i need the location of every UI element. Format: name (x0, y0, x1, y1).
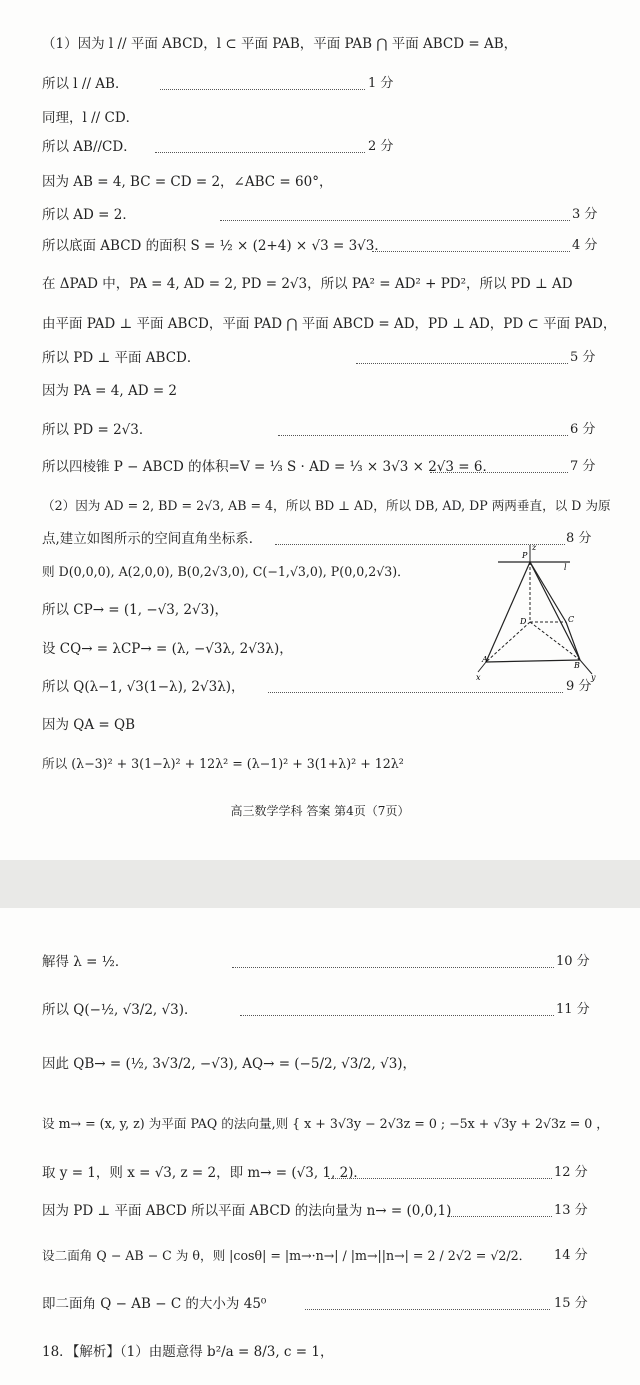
score-label: 12 分 (554, 1165, 588, 1180)
dot-leader (305, 1308, 550, 1310)
dot-leader (220, 219, 570, 221)
text-line: 所以 Q(λ−1, √3(1−λ), 2√3λ)， (42, 679, 245, 695)
text-line: 因为 AB = 4, BC = CD = 2，∠ABC = 60°， (42, 174, 333, 190)
text-line: 设二面角 Q − AB − C 为 θ，则 |cosθ| = |m→·n→| / |m→||n→| = 2 / 2√2 = √2/2． (42, 1248, 532, 1263)
text-line: 同理，l // CD． (42, 110, 140, 126)
dot-leader (160, 88, 365, 90)
score-label: 9 分 (566, 679, 592, 694)
score-label: 6 分 (570, 422, 596, 437)
dot-leader (155, 151, 365, 153)
label-a: A (482, 655, 488, 664)
score-label: 11 分 (556, 1002, 590, 1017)
score-label: 5 分 (570, 350, 596, 365)
dot-leader (240, 1014, 554, 1016)
score-label: 2 分 (368, 139, 394, 154)
dot-leader (372, 250, 570, 252)
label-p: P (522, 551, 528, 560)
dot-leader (232, 966, 554, 968)
label-c: C (568, 615, 575, 624)
text-line: 所以四棱锥 P − ABCD 的体积=V = ⅓ S · AD = ⅓ × 3√3 × 2√3 = 6． (42, 459, 496, 475)
y-axis (580, 660, 592, 674)
score-label: 3 分 (572, 207, 598, 222)
edge-ab (486, 660, 580, 662)
text-line: 因为 PA = 4, AD = 2 (42, 383, 178, 399)
text-line: 18．【解析】（1）由题意得 b²/a = 8/3, c = 1， (42, 1344, 334, 1360)
edge-pc (530, 562, 566, 622)
text-line: 点,建立如图所示的空间直角坐标系． (42, 531, 263, 547)
text-line: 因此 QB→ = (½, 3√3/2, −√3), AQ→ = (−5/2, √3/2, √3)， (42, 1056, 417, 1072)
label-l: l (564, 563, 567, 572)
score-label: 14 分 (554, 1248, 588, 1263)
score-label: 1 分 (368, 76, 394, 91)
label-b: B (574, 661, 580, 670)
edge-da (486, 622, 530, 662)
text-line: 则 D(0,0,0), A(2,0,0), B(0,2√3,0), C(−1,√3,0), P(0,0,2√3)． (42, 564, 410, 579)
text-line: 解得 λ = ½． (42, 954, 129, 970)
dot-leader (448, 1215, 552, 1217)
label-y: y (591, 673, 596, 682)
dot-leader (356, 362, 568, 364)
score-label: 15 分 (554, 1296, 588, 1311)
label-d: D (520, 617, 527, 626)
label-x: x (476, 673, 481, 682)
text-line: 在 ΔPAD 中，PA = 4, AD = 2, PD = 2√3，所以 PA² = AD² + PD²，所以 PD ⊥ AD (42, 276, 573, 292)
text-line: 所以 AD = 2． (42, 207, 136, 223)
text-line: （2）因为 AD = 2, BD = 2√3, AB = 4，所以 BD ⊥ AD，所以 DB, AD, DP 两两垂直，以 D 为原 (42, 498, 611, 513)
text-line: 所以 l // AB． (42, 76, 129, 92)
score-label: 13 分 (554, 1203, 588, 1218)
text-line: 所以 PD = 2√3． (42, 422, 153, 438)
text-line: 由平面 PAD ⊥ 平面 ABCD，平面 PAD ⋂ 平面 ABCD = AD，PD ⊥ AD，PD ⊂ 平面 PAD， (42, 316, 617, 332)
text-line: 所以底面 ABCD 的面积 S = ½ × (2+4) × √3 = 3√3． (42, 238, 388, 254)
text-line: 所以 PD ⊥ 平面 ABCD． (42, 350, 201, 366)
dot-leader (278, 434, 568, 436)
text-line: 所以 CP→ = (1, −√3, 2√3)， (42, 602, 228, 618)
page-gap (0, 860, 640, 908)
edge-cb (566, 622, 580, 660)
text-line: 所以 AB//CD． (42, 139, 137, 155)
edge-pa (486, 562, 530, 662)
dot-leader (328, 1177, 552, 1179)
dot-leader (268, 691, 563, 693)
text-line: 因为 PD ⊥ 平面 ABCD 所以平面 ABCD 的法向量为 n→ = (0,0,1) (42, 1203, 452, 1219)
score-label: 4 分 (572, 238, 598, 253)
text-line: 设 CQ→ = λCP→ = (λ, −√3λ, 2√3λ)， (42, 641, 293, 657)
score-label: 7 分 (570, 459, 596, 474)
text-line: （1）因为 l // 平面 ABCD，l ⊂ 平面 PAB，平面 PAB ⋂ 平面 ABCD = AB， (42, 36, 518, 52)
text-line: 所以 Q(−½, √3/2, √3)． (42, 1002, 198, 1018)
text-line: 取 y = 1，则 x = √3, z = 2，即 m→ = (√3, 1, 2)． (42, 1165, 367, 1181)
score-label: 10 分 (556, 954, 590, 969)
dot-leader (430, 471, 568, 473)
text-line: 设 m→ = (x, y, z) 为平面 PAQ 的法向量,则 { x + 3√3y − 2√3z = 0 ; −5x + √3y + 2√3z = 0 ， (42, 1116, 609, 1131)
answer-page-5 (0, 908, 640, 1385)
edge-pb (530, 562, 580, 660)
page-footer: 高三数学学科 答案 第4页（7页） (230, 804, 410, 818)
label-z: z (532, 543, 537, 552)
text-line: 所以 (λ−3)² + 3(1−λ)² + 12λ² = (λ−1)² + 3(1+λ)² + 12λ² (42, 756, 404, 771)
score-label: 8 分 (566, 531, 592, 546)
pyramid-figure (470, 540, 600, 685)
text-line: 即二面角 Q − AB − C 的大小为 45⁰ (42, 1296, 267, 1312)
text-line: 因为 QA = QB (42, 717, 135, 733)
